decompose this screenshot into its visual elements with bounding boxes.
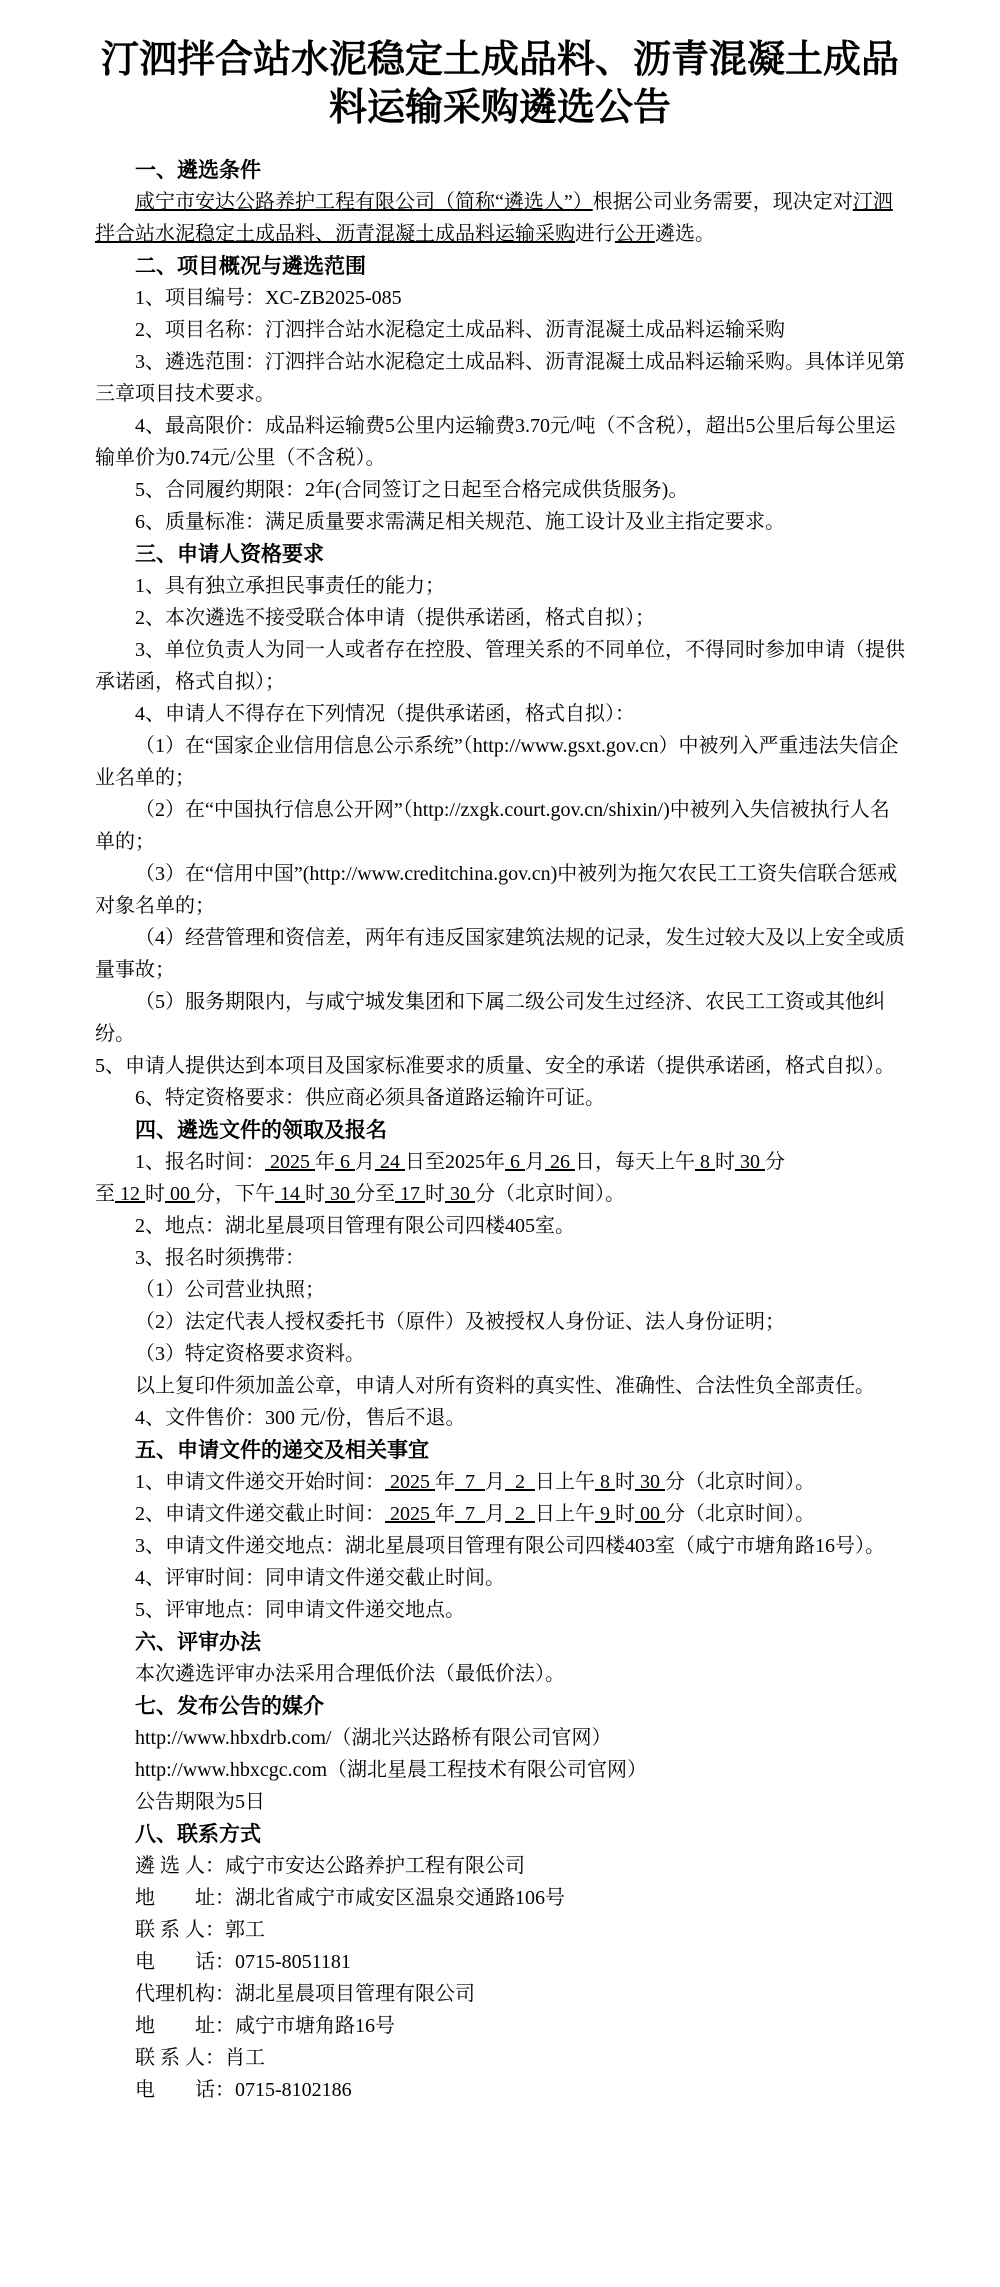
page-title-line: 料运输采购遴选公告: [328, 87, 671, 129]
text-run: 2、项目名称：汀泗拌合站水泥稳定土成品料、沥青混凝土成品料运输采购: [135, 319, 785, 341]
text-run: 以上复印件须加盖公章，申请人对所有资料的真实性、准确性、合法性负全部责任。: [135, 1375, 875, 1397]
underlined-text-run: 2025: [265, 1151, 315, 1173]
text-run: 时: [145, 1183, 165, 1205]
text-run: 地 址：湖北省咸宁市咸安区温泉交通路106号: [135, 1887, 565, 1909]
paragraph: [95, 282, 905, 314]
paragraph: [95, 1946, 905, 1978]
text-run: 月: [485, 1471, 505, 1493]
text-run: 本次遴选评审办法采用合理低价法（最低价法）。: [135, 1663, 565, 1685]
text-run: http://www.hbxcgc.com（湖北星晨工程技术有限公司官网）: [135, 1759, 648, 1781]
paragraph: [95, 1402, 905, 1434]
text-run: 3、遴选范围：汀泗拌合站水泥稳定土成品料、沥青混凝土成品料运输采购。具体详见第三章项目技术要求。: [95, 351, 905, 405]
text-run: 五、申请文件的递交及相关事宜: [135, 1438, 429, 1462]
section-heading: [95, 154, 905, 186]
paragraph: [95, 1146, 905, 1210]
text-run: 月: [355, 1151, 375, 1173]
underlined-text-run: 6: [335, 1151, 355, 1173]
text-run: 分至: [95, 1151, 785, 1205]
paragraph: [95, 922, 905, 986]
paragraph: [95, 1498, 905, 1530]
text-run: （2）在“中国执行信息公开网”（http://zxgk.court.gov.cn/shixin/)中被列入失信被执行人名单的；: [95, 799, 890, 853]
text-run: （1）公司营业执照；: [135, 1279, 325, 1301]
document-body: [95, 154, 905, 2106]
text-run: （3）特定资格要求资料。: [135, 1343, 365, 1365]
paragraph: [95, 570, 905, 602]
section-heading: [95, 1818, 905, 1850]
underlined-text-run: 8: [595, 1471, 615, 1493]
underlined-text-run: 9: [595, 1503, 615, 1525]
underlined-text-run: 汀泗拌合站水泥稳定土成品料、沥青混凝土成品料运输采购: [95, 191, 893, 245]
text-run: 1、报名时间：: [135, 1151, 265, 1173]
underlined-text-run: 00: [165, 1183, 195, 1205]
section-heading: [95, 250, 905, 282]
paragraph: [95, 410, 905, 474]
paragraph: [95, 1306, 905, 1338]
text-run: 5、申请人提供达到本项目及国家标准要求的质量、安全的承诺（提供承诺函，格式自拟）。: [95, 1055, 895, 1077]
paragraph: [95, 1466, 905, 1498]
underlined-text-run: 30: [325, 1183, 355, 1205]
underlined-text-run: 8: [695, 1151, 715, 1173]
text-run: 公告期限为5日: [135, 1791, 265, 1813]
text-run: 联 系 人：肖工: [135, 2047, 265, 2069]
text-run: 根据公司业务需要，现决定对: [592, 191, 853, 213]
paragraph: [95, 1978, 905, 2010]
text-run: 一、遴选条件: [135, 158, 261, 182]
underlined-text-run: 26: [545, 1151, 575, 1173]
underlined-text-run: 17: [395, 1183, 425, 1205]
text-run: 联 系 人：郭工: [135, 1919, 265, 1941]
text-run: 地 址：咸宁市塘角路16号: [135, 2015, 395, 2037]
paragraph: [95, 986, 905, 1050]
paragraph: [95, 314, 905, 346]
text-run: 六、评审办法: [135, 1630, 261, 1654]
paragraph: [95, 1530, 905, 1562]
text-run: 月: [525, 1151, 545, 1173]
text-run: 年: [435, 1471, 455, 1493]
text-run: 日至2025年: [405, 1151, 505, 1173]
text-run: 四、遴选文件的领取及报名: [135, 1118, 387, 1142]
paragraph: [95, 1274, 905, 1306]
text-run: 4、评审时间：同申请文件递交截止时间。: [135, 1567, 505, 1589]
underlined-text-run: 14: [275, 1183, 305, 1205]
text-run: 分（北京时间）。: [475, 1183, 625, 1205]
paragraph: [95, 1050, 905, 1082]
paragraph: [95, 602, 905, 634]
text-run: 七、发布公告的媒介: [135, 1694, 324, 1718]
underlined-text-run: 24: [375, 1151, 405, 1173]
text-run: 2、申请文件递交截止时间：: [135, 1503, 385, 1525]
text-run: http://www.hbxdrb.com/（湖北兴达路桥有限公司官网）: [135, 1727, 612, 1749]
text-run: （2）法定代表人授权委托书（原件）及被授权人身份证、法人身份证明；: [135, 1311, 785, 1333]
text-run: 分至: [355, 1183, 395, 1205]
text-run: 代理机构：湖北星晨项目管理有限公司: [135, 1983, 475, 2005]
text-run: 日上午: [535, 1503, 595, 1525]
text-run: （1）在“国家企业信用信息公示系统”（http://www.gsxt.gov.cn）中被列入严重违法失信企业名单的；: [95, 735, 899, 789]
text-run: （3）在“信用中国”(http://www.creditchina.gov.cn)中被列为拖欠农民工工资失信联合惩戒对象名单的；: [95, 863, 898, 917]
text-run: 八、联系方式: [135, 1822, 261, 1846]
section-heading: [95, 1626, 905, 1658]
text-run: 4、文件售价：300 元/份，售后不退。: [135, 1407, 466, 1429]
paragraph: [95, 1594, 905, 1626]
underlined-text-run: 6: [505, 1151, 525, 1173]
paragraph: [95, 1210, 905, 1242]
paragraph: [95, 1242, 905, 1274]
text-run: 6、特定资格要求：供应商必须具备道路运输许可证。: [135, 1087, 605, 1109]
underlined-text-run: 2: [505, 1471, 535, 1493]
paragraph: [95, 474, 905, 506]
text-run: 年: [435, 1503, 455, 1525]
paragraph: [95, 730, 905, 794]
text-run: 遴 选 人：咸宁市安达公路养护工程有限公司: [135, 1855, 525, 1877]
paragraph: [95, 1850, 905, 1882]
text-run: 5、合同履约期限：2年(合同签订之日起至合格完成供货服务)。: [135, 479, 689, 501]
paragraph: [95, 1754, 905, 1786]
underlined-text-run: 00: [635, 1503, 665, 1525]
text-run: 进行: [575, 223, 615, 245]
text-run: 1、申请文件递交开始时间：: [135, 1471, 385, 1493]
text-run: 三、申请人资格要求: [135, 542, 324, 566]
section-heading: [95, 1434, 905, 1466]
underlined-text-run: 咸宁市安达公路养护工程有限公司（简称“遴选人”）: [135, 191, 593, 213]
text-run: 月: [485, 1503, 505, 1525]
paragraph: [95, 186, 905, 250]
underlined-text-run: 2025: [385, 1471, 435, 1493]
paragraph: [95, 1082, 905, 1114]
text-run: 时: [305, 1183, 325, 1205]
underlined-text-run: 7: [455, 1471, 485, 1493]
text-run: 4、最高限价：成品料运输费5公里内运输费3.70元/吨（不含税），超出5公里后每公里运输单价为0.74元/公里（不含税）。: [95, 415, 896, 469]
paragraph: [95, 1338, 905, 1370]
page-title: [80, 36, 920, 132]
text-run: 3、单位负责人为同一人或者存在控股、管理关系的不同单位，不得同时参加申请（提供承诺函，格式自拟）；: [95, 639, 905, 693]
paragraph: [95, 1882, 905, 1914]
paragraph: [95, 506, 905, 538]
paragraph: [95, 2010, 905, 2042]
page-title-line: 汀泗拌合站水泥稳定土成品料、沥青混凝土成品: [100, 39, 899, 81]
text-run: （5）服务期限内，与咸宁城发集团和下属二级公司发生过经济、农民工工资或其他纠纷。: [95, 991, 885, 1045]
text-run: 遴选。: [655, 223, 715, 245]
section-heading: [95, 1690, 905, 1722]
text-run: 5、评审地点：同申请文件递交地点。: [135, 1599, 465, 1621]
paragraph: [95, 2042, 905, 2074]
paragraph: [95, 1786, 905, 1818]
underlined-text-run: 2: [505, 1503, 535, 1525]
paragraph: [95, 2074, 905, 2106]
text-run: 时: [615, 1471, 635, 1493]
underlined-text-run: 7: [455, 1503, 485, 1525]
underlined-text-run: 2025: [385, 1503, 435, 1525]
paragraph: [95, 794, 905, 858]
text-run: 日上午: [535, 1471, 595, 1493]
paragraph: [95, 1914, 905, 1946]
section-heading: [95, 538, 905, 570]
text-run: 2、地点：湖北星晨项目管理有限公司四楼405室。: [135, 1215, 575, 1237]
text-run: 分（北京时间）。: [665, 1503, 815, 1525]
text-run: （4）经营管理和资信差，两年有违反国家建筑法规的记录，发生过较大及以上安全或质量事故；: [95, 927, 905, 981]
underlined-text-run: 30: [445, 1183, 475, 1205]
text-run: 4、申请人不得存在下列情况（提供承诺函，格式自拟）：: [135, 703, 635, 725]
text-run: 年: [315, 1151, 335, 1173]
paragraph: [95, 634, 905, 698]
paragraph: [95, 1370, 905, 1402]
paragraph: [95, 1562, 905, 1594]
text-run: 二、项目概况与遴选范围: [135, 254, 366, 278]
text-run: 3、报名时须携带：: [135, 1247, 305, 1269]
paragraph: [95, 698, 905, 730]
text-run: 时: [715, 1151, 735, 1173]
text-run: 分（北京时间）。: [665, 1471, 815, 1493]
text-run: 1、项目编号：XC-ZB2025-085: [135, 287, 402, 309]
underlined-text-run: 12: [115, 1183, 145, 1205]
paragraph: [95, 1658, 905, 1690]
section-heading: [95, 1114, 905, 1146]
text-run: 日，每天上午: [575, 1151, 695, 1173]
underlined-text-run: 公开: [615, 223, 655, 245]
text-run: 2、本次遴选不接受联合体申请（提供承诺函，格式自拟）；: [135, 607, 655, 629]
underlined-text-run: 30: [735, 1151, 765, 1173]
paragraph: [95, 858, 905, 922]
text-run: 电 话：0715-8051181: [135, 1951, 351, 1973]
text-run: 1、具有独立承担民事责任的能力；: [135, 575, 445, 597]
text-run: 3、申请文件递交地点：湖北星晨项目管理有限公司四楼403室（咸宁市塘角路16号）。: [135, 1535, 885, 1557]
paragraph: [95, 346, 905, 410]
text-run: 时: [425, 1183, 445, 1205]
paragraph: [95, 1722, 905, 1754]
text-run: 电 话：0715-8102186: [135, 2079, 352, 2101]
text-run: 6、质量标准：满足质量要求需满足相关规范、施工设计及业主指定要求。: [135, 511, 785, 533]
text-run: 分，下午: [195, 1183, 275, 1205]
underlined-text-run: 30: [635, 1471, 665, 1493]
text-run: 时: [615, 1503, 635, 1525]
